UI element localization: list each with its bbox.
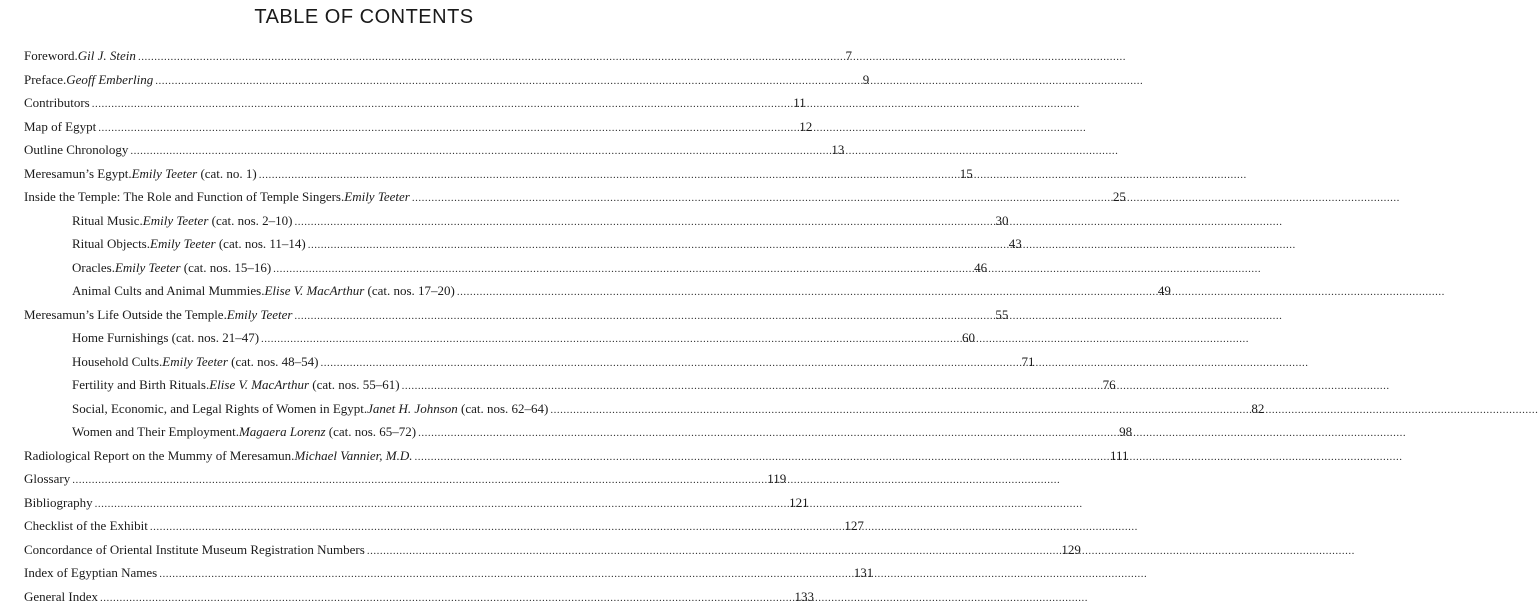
- toc-entry-text: [24, 91, 90, 115]
- toc-entry-author: Magaera Lorenz: [239, 420, 326, 444]
- toc-page-number: 119: [746, 467, 808, 491]
- toc-entry-text: [72, 232, 306, 256]
- dot-leader: [130, 138, 800, 164]
- toc-entry-text: [24, 491, 93, 515]
- toc-entry-text: [24, 585, 98, 609]
- toc-entry[interactable]: [0, 491, 728, 515]
- toc-entry[interactable]: [0, 138, 728, 162]
- toc-entry-author: Emily Teeter: [132, 162, 198, 186]
- toc-entry[interactable]: [0, 303, 728, 327]
- toc-page-number: 55: [968, 303, 1030, 327]
- dot-leader: [308, 232, 978, 258]
- toc-entry-author: Emily Teeter: [150, 232, 216, 256]
- toc-entry[interactable]: [0, 91, 728, 115]
- toc-entry[interactable]: [0, 350, 728, 374]
- toc-entry[interactable]: [0, 514, 728, 538]
- toc-entry-author: Emily Teeter: [115, 256, 181, 280]
- toc-entry-text: [72, 256, 271, 280]
- toc-entry-text: [24, 44, 136, 68]
- toc-entry-author: Gil J. Stein: [78, 44, 136, 68]
- dot-leader: [321, 350, 991, 376]
- toc-entry-text: [72, 350, 319, 374]
- toc-entry-title: Meresamun’s Life Outside the Temple.: [24, 303, 227, 327]
- toc-entry-title: General Index: [24, 585, 98, 609]
- toc-entry[interactable]: [0, 256, 728, 280]
- toc-entry-catalog: (cat. nos. 48–54): [228, 350, 319, 374]
- toc-entry-author: Geoff Emberling: [66, 68, 153, 92]
- toc-page-number: 127: [824, 514, 886, 538]
- toc-page-number: 131: [833, 561, 895, 585]
- toc-entry-title: Preface.: [24, 68, 66, 92]
- toc-entry[interactable]: [0, 397, 728, 421]
- dot-leader: [150, 514, 820, 540]
- toc-entry-title: Animal Cults and Animal Mummies.: [72, 279, 264, 303]
- toc-page-number: 133: [774, 585, 836, 609]
- toc-page-number: 11: [766, 91, 828, 115]
- toc-entry-title: Household Cults.: [72, 350, 162, 374]
- toc-entry-text: [72, 397, 548, 421]
- toc-entry-text: [72, 209, 293, 233]
- toc-entry-title: Fertility and Birth Rituals.: [72, 373, 209, 397]
- toc-page-number: 111: [1089, 444, 1151, 468]
- toc-page-number: 129: [1041, 538, 1103, 562]
- toc-entry-title: Women and Their Employment.: [72, 420, 239, 444]
- toc-entry-title: Contributors: [24, 91, 90, 115]
- toc-entry-title: Map of Egypt: [24, 115, 96, 139]
- dot-leader: [159, 561, 829, 587]
- toc-entry-title: Social, Economic, and Legal Rights of Women in Egypt.: [72, 397, 367, 421]
- toc-entry-author: Emily Teeter: [162, 350, 228, 374]
- toc-entry-title: Meresamun’s Egypt.: [24, 162, 132, 186]
- table-of-contents: [0, 44, 728, 608]
- toc-entry-text: [24, 68, 153, 92]
- toc-entry-text: [24, 467, 70, 491]
- dot-leader: [95, 491, 765, 517]
- dot-leader: [294, 303, 964, 329]
- toc-entry-text: [24, 561, 157, 585]
- toc-entry-author: Michael Vannier, M.D.: [294, 444, 412, 468]
- toc-entry-catalog: (cat. nos. 17–20): [364, 279, 455, 303]
- toc-page-number: 46: [947, 256, 1009, 280]
- toc-page-number: 15: [933, 162, 995, 186]
- dot-leader: [415, 444, 1085, 470]
- toc-entry[interactable]: [0, 373, 728, 397]
- toc-page-number: 7: [812, 44, 874, 68]
- toc-entry-text: [24, 162, 257, 186]
- dot-leader: [98, 115, 768, 141]
- toc-entry[interactable]: [0, 162, 728, 186]
- toc-entry-title: Home Furnishings (cat. nos. 21–47): [72, 326, 259, 350]
- toc-entry[interactable]: [0, 44, 728, 68]
- toc-entry-catalog: (cat. nos. 62–64): [458, 397, 549, 421]
- toc-page-number: 60: [935, 326, 997, 350]
- toc-entry-title: Inside the Temple: The Role and Function of Temple Singers.: [24, 185, 344, 209]
- toc-entry-author: Emily Teeter: [227, 303, 293, 327]
- toc-page-number: 13: [804, 138, 866, 162]
- toc-page-number: 71: [995, 350, 1057, 374]
- dot-leader: [138, 44, 808, 70]
- dot-leader: [72, 467, 742, 493]
- toc-entry-author: Emily Teeter: [143, 209, 209, 233]
- toc-entry[interactable]: [0, 538, 728, 562]
- toc-entry-title: Glossary: [24, 467, 70, 491]
- toc-entry-catalog: (cat. nos. 15–16): [181, 256, 272, 280]
- toc-entry[interactable]: [0, 279, 728, 303]
- dot-leader: [412, 185, 1082, 211]
- dot-leader: [100, 585, 770, 610]
- toc-entry-title: Ritual Music.: [72, 209, 143, 233]
- toc-entry-catalog: (cat. nos. 55–61): [309, 373, 400, 397]
- dot-leader: [92, 91, 762, 117]
- toc-entry[interactable]: [0, 185, 728, 209]
- toc-entry[interactable]: [0, 585, 728, 609]
- toc-page-number: 25: [1086, 185, 1148, 209]
- toc-entry-text: [24, 303, 292, 327]
- toc-entry-text: [72, 326, 259, 350]
- toc-entry-catalog: (cat. nos. 2–10): [208, 209, 292, 233]
- toc-entry-text: [72, 420, 416, 444]
- dot-leader: [295, 209, 965, 235]
- toc-entry-title: Radiological Report on the Mummy of Meresamun.: [24, 444, 294, 468]
- toc-entry[interactable]: [0, 467, 728, 491]
- toc-entry-catalog: (cat. nos. 65–72): [326, 420, 417, 444]
- toc-entry[interactable]: [0, 209, 728, 233]
- toc-entry-author: Elise V. MacArthur: [264, 279, 364, 303]
- toc-page-number: 12: [772, 115, 834, 139]
- toc-entry[interactable]: [0, 420, 728, 444]
- toc-entry[interactable]: [0, 561, 728, 585]
- toc-page-number: 43: [982, 232, 1044, 256]
- toc-entry-title: Checklist of the Exhibit: [24, 514, 148, 538]
- toc-entry[interactable]: [0, 232, 728, 256]
- toc-entry[interactable]: [0, 444, 728, 468]
- toc-entry-title: Ritual Objects.: [72, 232, 150, 256]
- toc-page-number: 98: [1092, 420, 1154, 444]
- toc-page-number: 121: [769, 491, 831, 515]
- dot-leader: [273, 256, 943, 282]
- toc-entry-author: Emily Teeter: [344, 185, 410, 209]
- dot-leader: [155, 68, 825, 94]
- toc-entry-title: Oracles.: [72, 256, 115, 280]
- toc-entry-catalog: (cat. nos. 11–14): [216, 232, 306, 256]
- dot-leader: [261, 326, 931, 352]
- toc-entry-text: [72, 373, 400, 397]
- toc-entry-text: [24, 138, 128, 162]
- toc-entry-author: Elise V. MacArthur: [209, 373, 309, 397]
- toc-entry-text: [24, 538, 365, 562]
- toc-page-number: 30: [969, 209, 1031, 233]
- toc-entry-title: Outline Chronology: [24, 138, 128, 162]
- dot-leader: [550, 397, 1220, 423]
- toc-entry-title: Bibliography: [24, 491, 93, 515]
- dot-leader: [367, 538, 1037, 564]
- toc-entry-text: [24, 115, 96, 139]
- page-title: TABLE OF CONTENTS: [0, 6, 728, 29]
- toc-entry-title: Concordance of Oriental Institute Museum Registration Numbers: [24, 538, 365, 562]
- toc-entry[interactable]: [0, 115, 728, 139]
- toc-page-number: 82: [1224, 397, 1286, 421]
- toc-entry[interactable]: [0, 68, 728, 92]
- toc-entry-title: Foreword.: [24, 44, 78, 68]
- toc-entry-text: [72, 279, 455, 303]
- dot-leader: [402, 373, 1072, 399]
- dot-leader: [259, 162, 929, 188]
- toc-entry-text: [24, 185, 410, 209]
- toc-page-number: 49: [1131, 279, 1193, 303]
- toc-entry-text: [24, 514, 148, 538]
- toc-entry-text: [24, 444, 413, 468]
- toc-entry-title: Index of Egyptian Names: [24, 561, 157, 585]
- dot-leader: [457, 279, 1127, 305]
- toc-page-number: 76: [1076, 373, 1138, 397]
- toc-entry-author: Janet H. Johnson: [367, 397, 458, 421]
- toc-page-number: 9: [829, 68, 891, 92]
- toc-entry-catalog: (cat. no. 1): [197, 162, 257, 186]
- dot-leader: [418, 420, 1088, 446]
- toc-entry[interactable]: [0, 326, 728, 350]
